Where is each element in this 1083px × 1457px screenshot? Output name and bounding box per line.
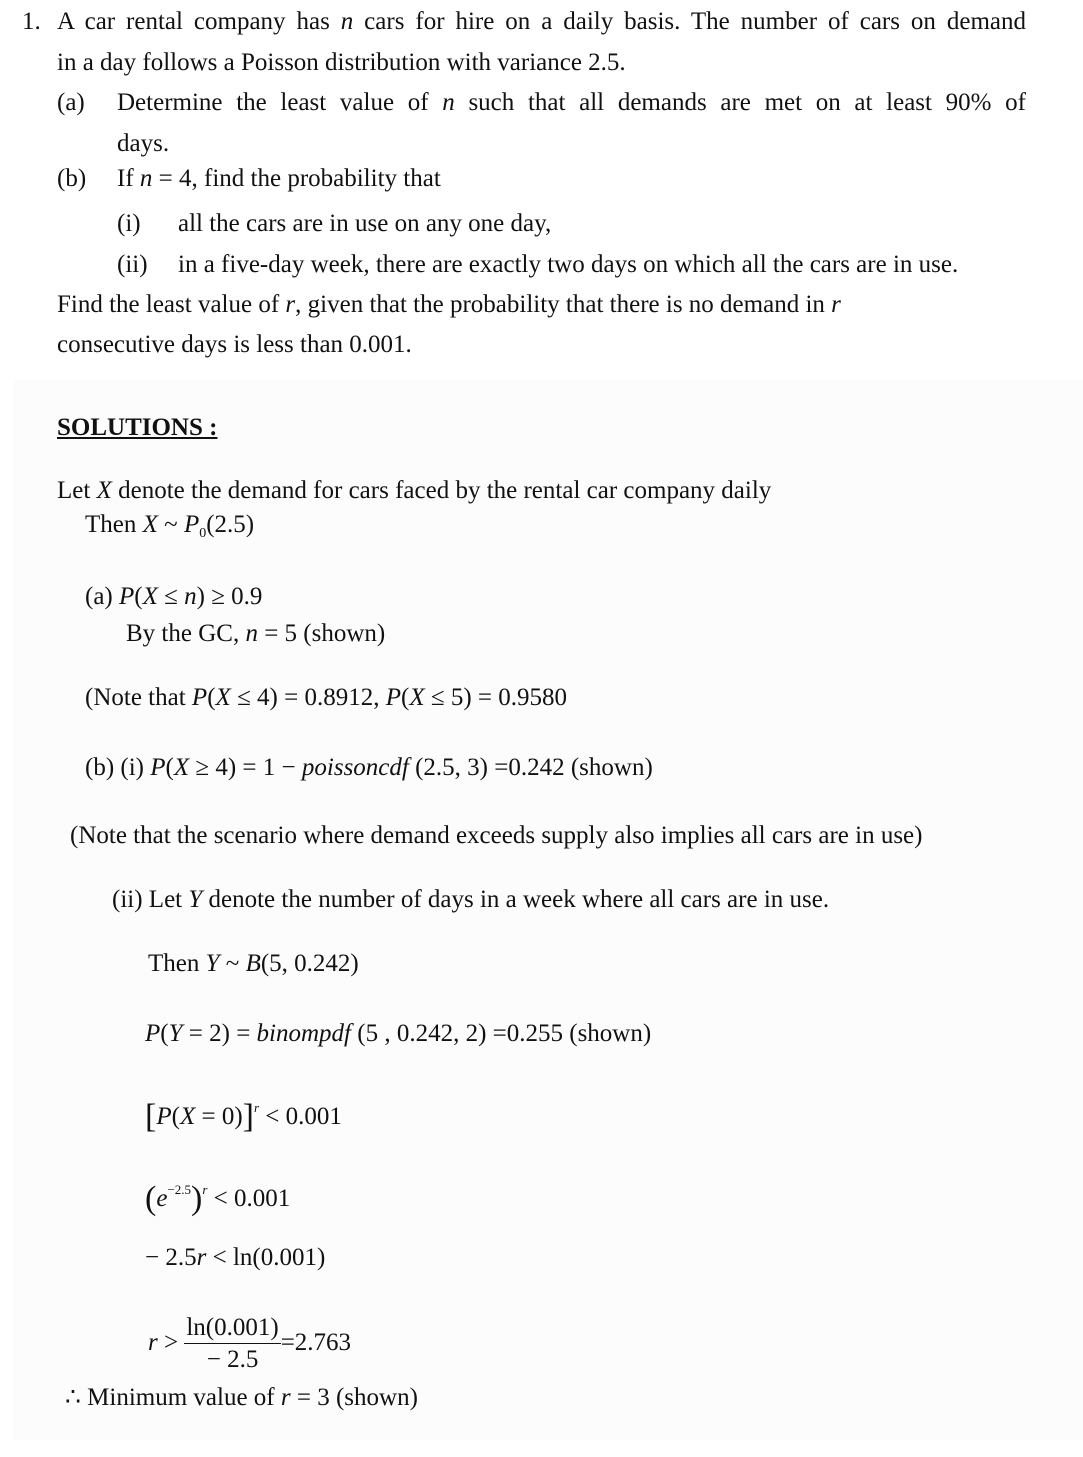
- solution-eq-4: r > $\frac{\ln(0.001)}{- 2.5}$ =2.763: [148, 1313, 351, 1376]
- part-b-ii-label: (ii): [117, 251, 148, 278]
- solution-y-distribution: Then Y ~ B(5, 0.242): [148, 950, 359, 977]
- question-line-8: Find the least value of r, given that the probability that there is no demand in r: [57, 291, 841, 318]
- solution-b-ii-let-y: (ii) Let Y denote the number of days in a week where all cars are in use.: [112, 886, 830, 913]
- solution-note-2: (Note that the scenario where demand exceeds supply also implies all cars are in use): [70, 822, 923, 849]
- part-a-text-2: days.: [117, 130, 170, 157]
- solution-binompdf: P(Y = 2) = binompdf (5 , 0.242, 2) =0.255 (shown): [145, 1020, 652, 1047]
- solutions-heading: SOLUTIONS :: [57, 414, 218, 441]
- solution-final-answer: ∴ Minimum value of r = 3 (shown): [65, 1384, 418, 1411]
- solution-let-x: Let X denote the demand for cars faced by the rental car company daily: [57, 477, 772, 504]
- part-b-ii-text: in a five-day week, there are exactly two days on which all the cars are in use.: [178, 251, 959, 278]
- fraction: $\frac{\ln(0.001)}{- 2.5}$: [186, 1314, 279, 1373]
- solution-note-1: (Note that P(X ≤ 4) = 0.8912, P(X ≤ 5) = 0.9580: [85, 684, 568, 711]
- question-number: 1.: [22, 8, 41, 35]
- solution-a-inequality: (a) P(X ≤ n) ≥ 0.9: [85, 583, 263, 610]
- part-b-i-text: all the cars are in use on any one day,: [178, 210, 552, 237]
- solution-eq-3: − 2.5r < ln(0.001): [145, 1244, 326, 1271]
- part-b-label: (b): [57, 165, 87, 192]
- solution-eq-2: $(e^{-2.5})^r < 0.001$: [145, 1180, 291, 1217]
- solution-eq-1: [P(X = 0)]$^r$ < 0.001: [145, 1098, 342, 1135]
- solution-b-i: (b) (i) P(X ≥ 4) = 1 − poissoncdf (2.5, 3) =0.242 (shown): [85, 754, 653, 781]
- question-line-1: A car rental company has n cars for hire on a daily basis. The number of cars on demand: [57, 8, 1026, 35]
- part-b-i-label: (i): [117, 210, 141, 237]
- part-a-text: Determine the least value of n such that all demands are met on at least 90% of: [117, 89, 1026, 116]
- question-line-2: in a day follows a Poisson distribution with variance 2.5.: [57, 49, 626, 76]
- solution-distribution: Then X ~ $P_0(2.5)$: [85, 511, 255, 541]
- part-b-text: If n = 4, find the probability that: [117, 165, 441, 192]
- question-line-9: consecutive days is less than 0.001.: [57, 331, 412, 358]
- solution-a-gc: By the GC, n = 5 (shown): [126, 620, 386, 647]
- part-a-label: (a): [57, 89, 85, 116]
